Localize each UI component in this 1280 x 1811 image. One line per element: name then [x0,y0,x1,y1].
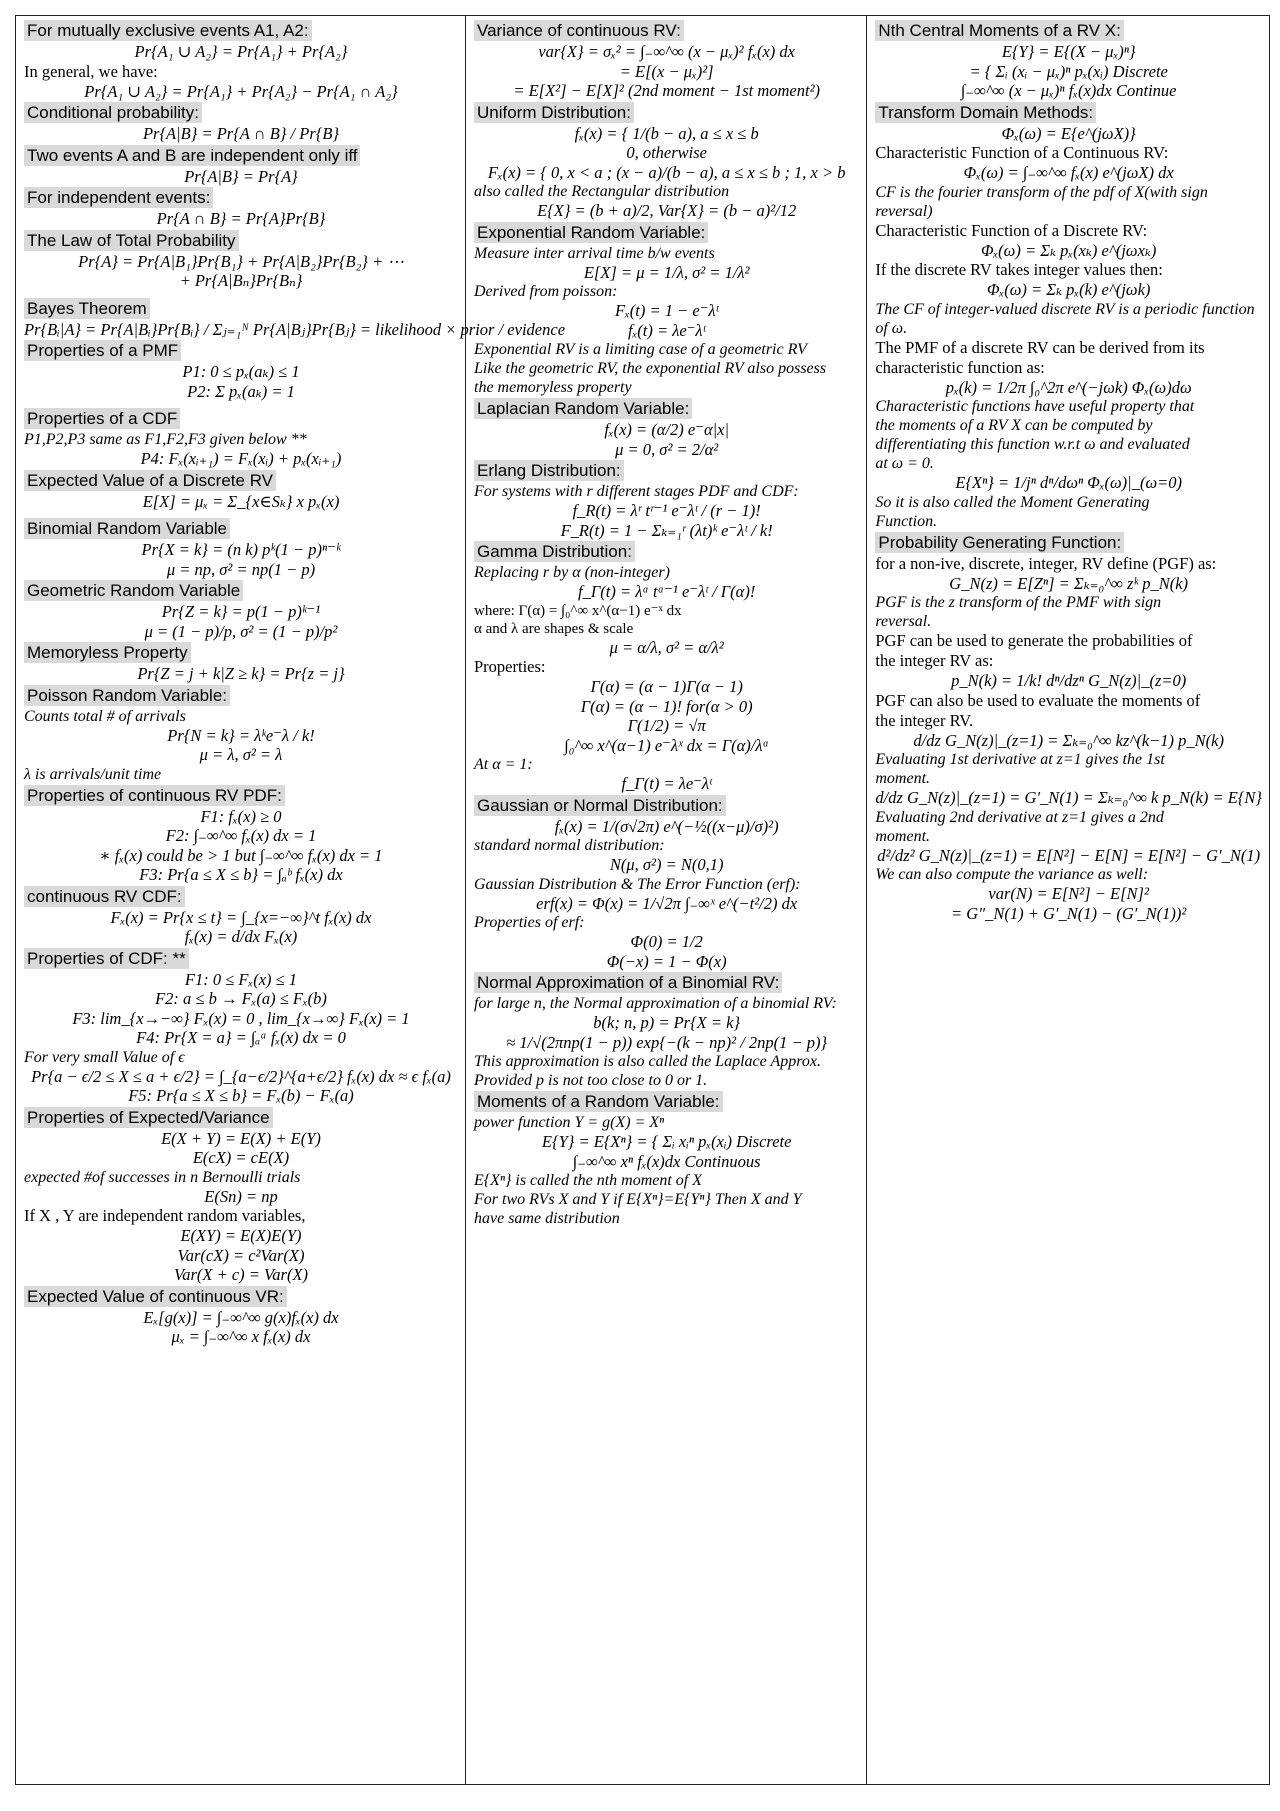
italic-note: Evaluating 1st derivative at z=1 gives the 1st [875,751,1165,768]
italic-note: The CF of integer-valued discrete RV is a periodic function [875,300,1255,318]
heading-row [474,19,859,42]
section-heading: Nth Central Moments of a RV X: [875,20,1124,41]
heading-row [474,397,859,420]
formula: F1: 0 ≤ Fₓ(x) ≤ 1 [184,969,298,989]
italic-note: At α = 1: [474,756,533,773]
italic-note: Exponential RV is a limiting case of a geometric RV [474,341,807,358]
formula: erf(x) = Φ(x) = 1/√2π ∫₋∞ˣ e^(−t²/2) dx [536,893,798,913]
formula: ≈ 1/√(2πnp(1 − p)) exp{−(k − np)² / 2np(1 − p)} [506,1032,828,1052]
heading-row [474,971,859,994]
formula: E{Y} = E{Xⁿ} = { Σᵢ xᵢⁿ pₓ(xᵢ) Discrete [541,1132,792,1151]
section-heading: Properties of Expected/Variance [24,1107,273,1128]
section-heading: Memoryless Property [24,642,191,663]
formula: Eₓ[g(x)] = ∫₋∞^∞ g(x)fₓ(x) dx [143,1307,339,1327]
formula: = E[(x − μₓ)²] [619,61,714,81]
section-heading: For mutually exclusive events A1, A2: [24,20,312,41]
small-note: where: Γ(α) = ∫₀^∞ x^(α−1) e⁻ˣ dx [474,602,682,619]
text-line: Characteristic Function of a Discrete RV: [875,220,1148,240]
text-line: Characteristic Function of a Continuous RV: [875,143,1169,162]
italic-note: Measure inter arrival time b/w events [474,244,715,262]
formula: Γ(α) = (α − 1)Γ(α − 1) [590,677,743,696]
formula: Var(X + c) = Var(X) [173,1265,309,1284]
formula: var(N) = E[N²] − E[N]² [988,884,1149,903]
formula: Φₓ(ω) = Σₖ pₓ(xₖ) e^(jωxₖ) [980,240,1157,260]
formula: Pr{A|B} = Pr{A ∩ B} / Pr{B} [142,124,340,143]
heading-row [24,579,458,602]
formula: E(Sn) = np [204,1186,278,1206]
small-note: α and λ are shapes & scale [474,620,634,637]
formula: P4: Fₓ(xᵢ₊₁) = Fₓ(xᵢ) + pₓ(xᵢ₊₁) [140,449,342,468]
formula: Pr{A₁ ∪ A₂} = Pr{A₁} + Pr{A₂} − Pr{A₁ ∩ A₂} [84,81,398,101]
section-heading: Transform Domain Methods: [875,102,1096,123]
formula: E[X] = μₓ = Σ_{x∈Sₖ} x pₓ(x) [142,491,340,511]
section-heading: Variance of continuous RV: [474,20,684,41]
formula: F3: Pr{a ≤ X ≤ b} = ∫ₐᵇ fₓ(x) dx [139,865,343,884]
section-heading: Bayes Theorem [24,298,150,319]
section-heading: Geometric Random Variable [24,580,243,601]
text-line: characteristic function as: [875,357,1045,377]
text-line: for a non-ive, discrete, integer, RV define (PGF) as: [875,553,1217,573]
section-heading: Uniform Distribution: [474,102,634,123]
formula: μ = 0, σ² = 2/α² [615,439,719,459]
formula: fₓ(x) = d/dx Fₓ(x) [184,927,298,946]
italic-note: also called the Rectangular distribution [474,183,730,200]
formula: μₓ = ∫₋∞^∞ x fₓ(x) dx [171,1327,311,1346]
formula: Pr{A|B} = Pr{A} [184,166,298,186]
cheat-sheet [15,15,1270,1785]
heading-row [474,459,859,482]
heading-row [24,186,458,209]
formula: pₓ(k) = 1/2π ∫₀^2π e^(−jωk) Φₓ(ω)dω [945,377,1192,397]
section-heading: Erlang Distribution: [474,460,624,481]
italic-note: We can also compute the variance as well: [875,866,1149,883]
section-heading: Poisson Random Variable: [24,685,230,706]
formula: f_Γ(t) = λᵅ tᵅ⁻¹ e⁻λᵗ / Γ(α)! [578,582,756,601]
italic-note: standard normal distribution: [474,837,665,854]
formula: Pr{A} = Pr{A|B₁}Pr{B₁} + Pr{A|B₂}Pr{B₂} + ⋯ [78,251,404,271]
italic-note: differentiating this function w.r.t ω and evaluated [875,436,1190,453]
formula: p_N(k) = 1/k! dⁿ/dzⁿ G_N(z)|_(z=0) [951,671,1187,690]
italic-note: Like the geometric RV, the exponential RV also possess [474,360,827,377]
formula: μ = (1 − p)/p, σ² = (1 − p)/p² [144,621,338,641]
formula: E(cX) = cE(X) [192,1148,290,1167]
formula: f_R(t) = λʳ tʳ⁻¹ e⁻λᵗ / (r − 1)! [572,501,761,520]
italic-note: for large n, the Normal approximation of a binomial RV: [474,995,837,1012]
heading-row [474,1090,859,1113]
heading-row [24,101,458,124]
heading-row [474,101,859,124]
formula: f_Γ(t) = λe⁻λᵗ [621,774,712,793]
formula: ∗ fₓ(x) could be > 1 but ∫₋∞^∞ fₓ(x) dx = 1 [99,845,383,865]
formula: P2: Σ pₓ(aₖ) = 1 [187,381,295,401]
formula: Γ(1/2) = √π [627,716,706,735]
formula: F3: lim_{x→−∞} Fₓ(x) = 0 , lim_{x→∞} Fₓ(x) = 1 [72,1008,410,1028]
heading-row [24,339,458,362]
text-line: the integer RV. [875,710,974,730]
formula: E[X] = μ = 1/λ, σ² = 1/λ² [583,262,750,282]
text-line: the integer RV as: [875,651,994,670]
formula: E{Y} = E{(X − μₓ)ⁿ} [1001,42,1136,61]
italic-note: For systems with r different stages PDF and CDF: [474,483,799,500]
italic-note: P1,P2,P3 same as F1,F2,F3 given below ** [24,431,307,448]
formula: Pr{Bᵢ|A} = Pr{A|Bᵢ}Pr{Bᵢ} / Σⱼ₌₁ᴺ Pr{A|Bⱼ}Pr{Bⱼ} = likelihood × prior / evidence [24,319,566,339]
italic-note: reversal. [875,613,932,630]
formula: E{Xⁿ} = 1/jⁿ dⁿ/dωⁿ Φₓ(ω)|_(ω=0) [955,473,1182,492]
formula: Pr{N = k} = λᵏe⁻λ / k! [167,725,315,745]
italic-note: power function Y = g(X) = Xⁿ [474,1114,665,1131]
formula: d/dz G_N(z)|_(z=1) = G′_N(1) = Σₖ₌₀^∞ k p_N(k) = E{N} [875,788,1262,807]
italic-note: the moments of a RV X can be computed by [875,417,1153,434]
formula: G_N(z) = E[Zⁿ] = Σₖ₌₀^∞ zᵏ p_N(k) [949,573,1189,593]
text-line: Properties: [474,657,546,676]
italic-note: at ω = 0. [875,455,934,472]
heading-row [24,407,458,430]
formula: μ = λ, σ² = λ [199,745,283,764]
italic-note: the memoryless property [474,379,632,396]
heading-row [24,469,458,492]
formula: fₓ(t) = λe⁻λᵗ [628,320,706,340]
formula: E(X + Y) = E(X) + E(Y) [161,1128,321,1148]
heading-row [474,794,859,817]
heading-row [24,517,458,540]
heading-row [24,19,458,42]
formula: Φₓ(ω) = Σₖ pₓ(k) e^(jωk) [986,280,1151,299]
formula: Φₓ(ω) = ∫₋∞^∞ fₓ(x) e^(jωX) dx [963,163,1174,182]
heading-row [875,101,1262,124]
formula: Γ(α) = (α − 1)! for(α > 0) [580,696,753,716]
italic-note: moment. [875,770,931,787]
section-heading: Gamma Distribution: [474,541,635,562]
section-heading: Two events A and B are independent only iff [24,145,360,166]
section-heading: Normal Approximation of a Binomial RV: [474,972,782,993]
formula: Φₓ(ω) = E{e^(jωX)} [1001,123,1136,143]
formula: Fₓ(t) = 1 − e⁻λᵗ [615,301,719,320]
heading-row [875,531,1262,554]
formula: Φ(−x) = 1 − Φ(x) [606,951,727,971]
section-heading: Expected Value of continuous VR: [24,1286,287,1307]
formula: F4: Pr{X = a} = ∫ₐᵃ fₓ(x) dx = 0 [136,1028,346,1047]
formula: N(μ, σ²) = N(0,1) [609,855,724,874]
formula: Pr{Z = j + k|Z ≥ k} = Pr{z = j} [137,664,345,683]
formula: F2: a ≤ b → Fₓ(a) ≤ Fₓ(b) [155,989,327,1008]
formula: ∫₀^∞ x^(α−1) e⁻λˣ dx = Γ(α)/λᵅ [564,735,770,755]
section-heading: Laplacian Random Variable: [474,398,692,419]
formula: = G″_N(1) + G′_N(1) − (G′_N(1))² [951,903,1187,923]
formula: μ = α/λ, σ² = α/λ² [609,637,724,657]
heading-row [24,1106,458,1129]
italic-note: E{Xⁿ} is called the nth moment of X [474,1172,703,1189]
heading-row [24,684,458,707]
italic-note: Counts total # of arrivals [24,707,186,725]
formula: Pr{a − ϵ/2 ≤ X ≤ a + ϵ/2} = ∫_{a−ϵ/2}^{a+ϵ/2} fₓ(x) dx ≈ ϵ fₓ(a) [31,1066,451,1086]
section-heading: Properties of continuous RV PDF: [24,785,285,806]
column-2 [466,16,867,1784]
heading-row [24,144,458,167]
italic-note: Function. [875,512,938,530]
heading-row [24,885,458,908]
formula: fₓ(x) = 1/(σ√2π) e^(−½((x−μ)/σ)²) [554,816,779,836]
heading-row [24,947,458,970]
italic-note: Replacing r by α (non-integer) [474,564,670,581]
italic-note: Gaussian Distribution & The Error Function (erf): [474,875,801,893]
formula: F1: fₓ(x) ≥ 0 [200,806,282,826]
formula: var{X} = σₓ² = ∫₋∞^∞ (x − μₓ)² fₓ(x) dx [538,42,796,61]
italic-note: Properties of erf: [474,914,585,931]
formula: Var(cX) = c²Var(X) [177,1245,305,1265]
italic-note: of ω. [875,319,908,337]
heading-row [474,221,859,244]
italic-note: This approximation is also called the Laplace Approx. [474,1053,821,1070]
section-heading: Conditional probability: [24,102,202,123]
formula: Φ(0) = 1/2 [630,932,703,951]
formula: Pr{X = k} = (n k) pᵏ(1 − p)ⁿ⁻ᵏ [141,540,341,559]
formula: Pr{A₁ ∪ A₂} = Pr{A₁} + Pr{A₂} [134,42,348,61]
section-heading: Properties of CDF: ** [24,948,189,969]
formula: Fₓ(x) = { 0, x < a ; (x − a)/(b − a), a ≤ x ≤ b ; 1, x > b [487,162,846,182]
formula: ∫₋∞^∞ (x − μₓ)ⁿ fₓ(x)dx Continue [960,81,1177,100]
formula: Pr{A ∩ B} = Pr{A}Pr{B} [156,209,326,228]
italic-note: So it is also called the Moment Generating [875,493,1150,511]
section-heading: Moments of a Random Variable: [474,1091,723,1112]
heading-row [875,19,1262,42]
formula: + Pr{A|Bₙ}Pr{Bₙ} [179,271,303,290]
section-heading: Binomial Random Variable [24,518,230,539]
formula: fₓ(x) = (α/2) e⁻α|x| [604,420,730,439]
formula: b(k; n, p) = Pr{X = k} [593,1013,741,1032]
formula: fₓ(x) = { 1/(b − a), a ≤ x ≤ b [574,123,759,143]
formula: F2: ∫₋∞^∞ fₓ(x) dx = 1 [165,826,317,845]
formula: P1: 0 ≤ pₓ(aₖ) ≤ 1 [182,362,300,381]
formula: E{X} = (b + a)/2, Var{X} = (b − a)²/12 [537,201,797,220]
formula: μ = np, σ² = np(1 − p) [166,559,316,579]
heading-row [24,297,458,320]
italic-note: PGF is the z transform of the PMF with sign [875,594,1162,611]
formula: 0, otherwise [626,143,708,162]
italic-note: λ is arrivals/unit time [24,765,162,783]
formula: F_R(t) = 1 − Σₖ₌₁ʳ (λt)ᵏ e⁻λᵗ / k! [560,520,773,540]
text-line: If X , Y are independent random variables, [24,1206,306,1225]
italic-note: expected #of successes in n Bernoulli trials [24,1168,301,1186]
section-heading: Expected Value of a Discrete RV [24,470,276,491]
formula: ∫₋∞^∞ xⁿ fₓ(x)dx Continuous [572,1151,761,1171]
heading-row [24,1285,458,1308]
italic-note: Characteristic functions have useful property that [875,398,1195,415]
formula: d²/dz² G_N(z)|_(z=1) = E[N²] − E[N] = E[N²] − G′_N(1) [877,845,1261,865]
formula: F5: Pr{a ≤ X ≤ b} = Fₓ(b) − Fₓ(a) [128,1086,354,1105]
heading-row [24,641,458,664]
text-line: The PMF of a discrete RV can be derived from its [875,337,1205,357]
formula: = E[X²] − E[X]² (2nd moment − 1st moment²) [513,81,821,100]
section-heading: The Law of Total Probability [24,230,239,251]
text-line: PGF can also be used to evaluate the moments of [875,690,1201,710]
italic-note: For very small Value of ϵ [24,1048,185,1066]
text-line: If the discrete RV takes integer values then: [875,260,1163,279]
italic-note: Evaluating 2nd derivative at z=1 gives a 2nd [875,808,1164,826]
section-heading: Probability Generating Function: [875,532,1124,553]
section-heading: Properties of a PMF [24,340,181,361]
formula: Pr{Z = k} = p(1 − p)ᵏ⁻¹ [161,602,321,621]
italic-note: reversal) [875,202,933,220]
section-heading: Properties of a CDF [24,408,180,429]
section-heading: Gaussian or Normal Distribution: [474,795,726,816]
column-3 [867,16,1269,1784]
formula: d/dz G_N(z)|_(z=1) = Σₖ₌₀^∞ kz^(k−1) p_N(k) [913,730,1224,750]
italic-note: CF is the fourier transform of the pdf of X(with sign [875,183,1208,201]
section-heading: Exponential Random Variable: [474,222,708,243]
italic-note: For two RVs X and Y if E{Xⁿ}=E{Yⁿ} Then X and Y [474,1191,802,1208]
heading-row [24,784,458,807]
formula: = { Σᵢ (xᵢ − μₓ)ⁿ pₓ(xᵢ) Discrete [969,61,1168,81]
italic-note: Provided p is not too close to 0 or 1. [474,1072,708,1089]
text-line: PGF can be used to generate the probabilities of [875,631,1193,650]
heading-row [24,229,458,252]
italic-note: have same distribution [474,1210,620,1227]
section-heading: continuous RV CDF: [24,886,185,907]
formula: Fₓ(x) = Pr{x ≤ t} = ∫_{x=−∞}^t fₓ(x) dx [110,907,372,927]
italic-note: Derived from poisson: [474,283,618,300]
section-heading: For independent events: [24,187,213,208]
formula: E(XY) = E(X)E(Y) [180,1226,302,1245]
heading-row [474,540,859,563]
italic-note: moment. [875,827,931,845]
text-line: In general, we have: [24,61,158,81]
